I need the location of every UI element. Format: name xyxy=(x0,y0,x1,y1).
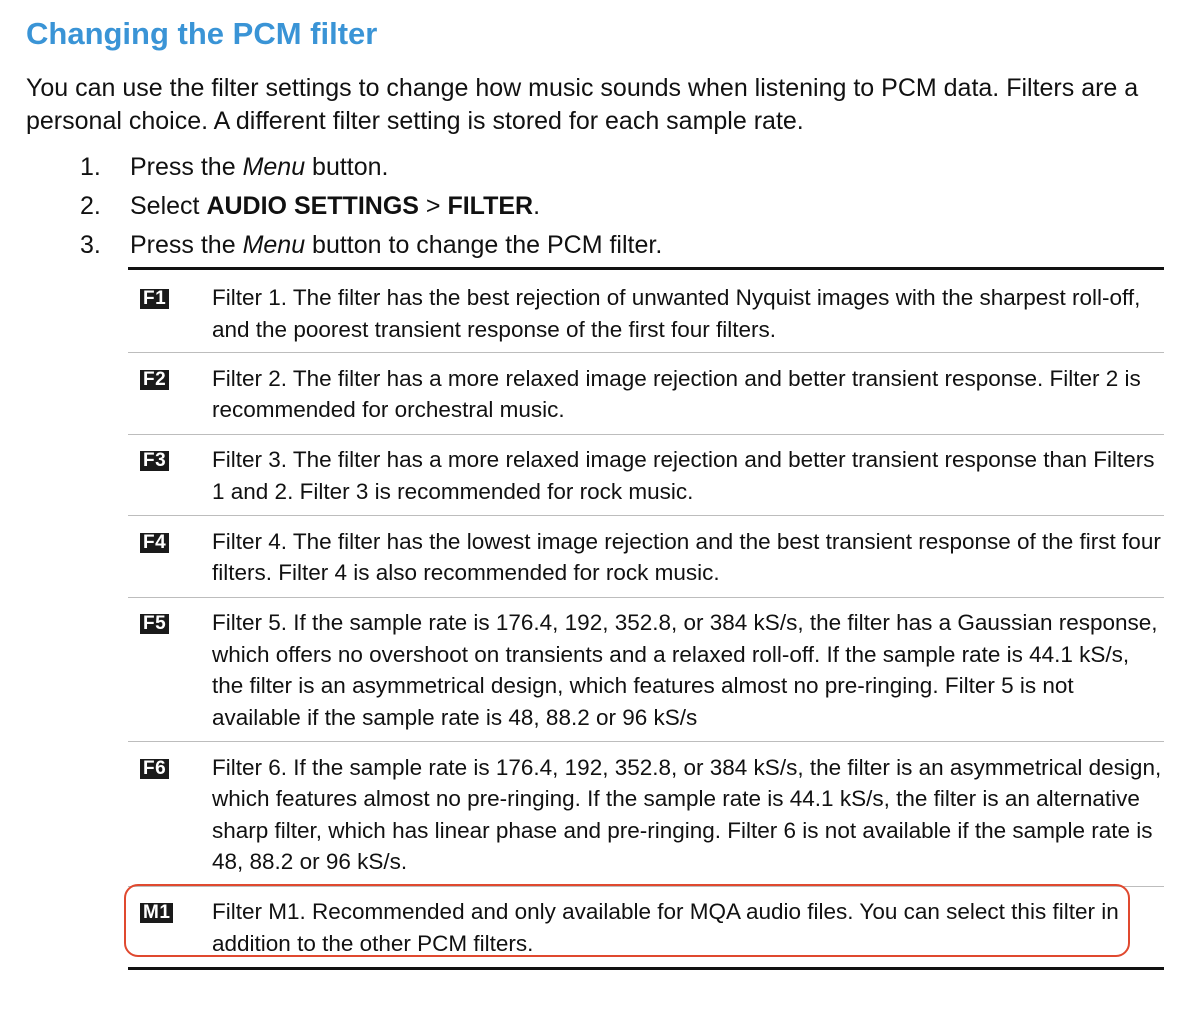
menu-path-separator: > xyxy=(418,192,448,220)
step-item xyxy=(0,150,1204,184)
menu-path-audio-settings: AUDIO SETTINGS xyxy=(206,192,419,220)
step-text-part: Press the xyxy=(130,153,243,181)
filter-description: Filter 3. The filter has a more relaxed image rejection and better transient response than Filters 1 and 2. Filter 3 is recommended for rock music. xyxy=(212,447,1155,504)
filter-row-f2 xyxy=(128,354,1164,435)
filter-row-f4 xyxy=(128,517,1164,598)
filter-badge-icon: F1 xyxy=(140,289,169,309)
step-text-part: . xyxy=(533,192,541,220)
step-text xyxy=(130,189,540,223)
step-emphasis: Menu xyxy=(242,231,306,259)
step-text-part: Select xyxy=(130,192,207,220)
m1-highlight-frame xyxy=(124,884,1130,957)
filter-row-f6 xyxy=(128,743,1164,887)
step-text-part: button. xyxy=(305,153,389,181)
filter-badge-icon: F5 xyxy=(140,614,169,634)
step-emphasis: Menu xyxy=(242,153,306,181)
filter-description: Filter 5. If the sample rate is 176.4, 192, 352.8, or 384 kS/s, the filter has a Gaussian response, which offers no overshoot on transients and a relaxed roll-off. If the sample rate is 44.1 kS/s, the filter is an asymmetrical design, which features almost no pre-ringing. Filter 5 is not available if the sample rate is 48, 88.2 or 96 kS/s xyxy=(212,610,1158,730)
step-text xyxy=(130,228,662,262)
page-title: Changing the PCM filter xyxy=(26,16,378,51)
filter-row-f1 xyxy=(128,270,1164,353)
step-text xyxy=(130,150,389,184)
filter-description: Filter M1. Recommended and only available for MQA audio files. You can select this filter in addition to the other PCM filters. xyxy=(212,899,1119,956)
filter-description: Filter 6. If the sample rate is 176.4, 192, 352.8, or 384 kS/s, the filter is an asymmetrical design, which features almost no pre-ringing. If the sample rate is 44.1 kS/s, the filter is an alternative sharp filter, which has linear phase and pre-ringing. Filter 6 is not available if the sample rate is 48, 88.2 or 96 kS/s. xyxy=(212,754,1162,874)
step-item xyxy=(0,189,1204,223)
filter-badge-icon: F3 xyxy=(140,451,169,471)
step-text-part: button to change the PCM filter. xyxy=(305,231,663,259)
step-text-part: Press the xyxy=(130,231,243,259)
menu-path-filter: FILTER xyxy=(447,192,534,220)
step-item xyxy=(0,228,1204,262)
filter-description: Filter 4. The filter has the lowest image rejection and the best transient response of the first four filters. Filter 4 is also recommended for rock music. xyxy=(212,528,1161,585)
filter-row-f3 xyxy=(128,435,1164,516)
step-number: 1. xyxy=(80,153,101,181)
filter-description: Filter 1. The filter has the best rejection of unwanted Nyquist images with the sharpest roll-off, and the poorest transient response of the first four filters. xyxy=(212,285,1141,342)
filter-table xyxy=(128,267,1164,956)
intro-paragraph: You can use the filter settings to change how music sounds when listening to PCM data. Filters are a personal choice. A different filter setting is stored for each sample rate. xyxy=(26,74,1139,135)
step-number: 3. xyxy=(80,231,101,259)
filter-description: Filter 2. The filter has a more relaxed image rejection and better transient response. Filter 2 is recommended for orchestral music. xyxy=(212,365,1141,422)
step-number: 2. xyxy=(80,192,101,220)
filter-badge-icon: F4 xyxy=(140,533,169,553)
filter-badge-icon: M1 xyxy=(140,903,173,923)
filter-badge-icon: F2 xyxy=(140,370,169,390)
filter-row-f5 xyxy=(128,598,1164,742)
filter-badge-icon: F6 xyxy=(140,759,169,779)
